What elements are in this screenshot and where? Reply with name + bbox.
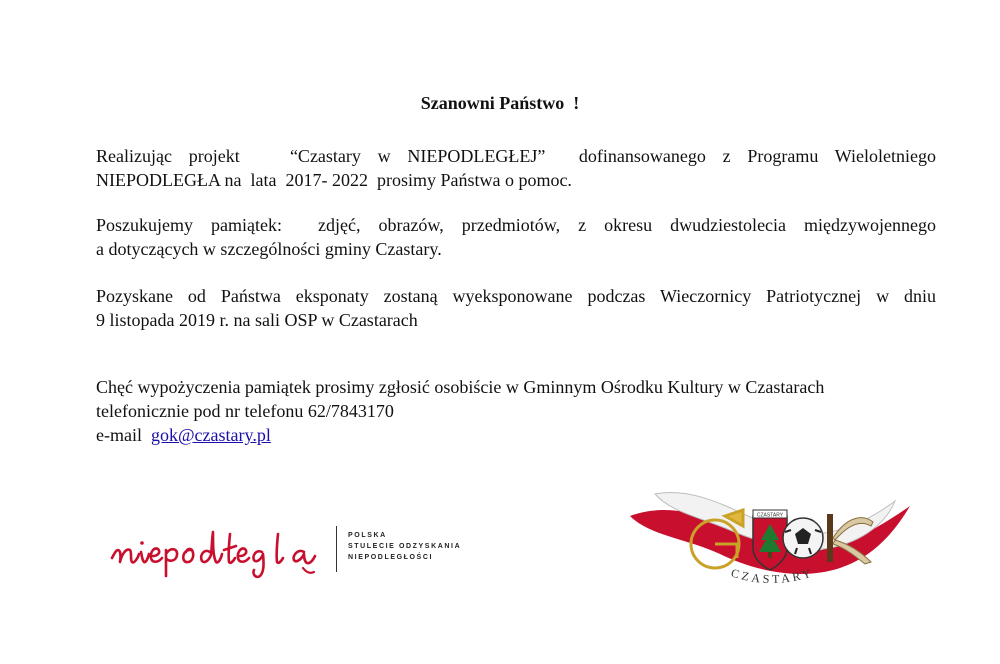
paragraph-search	[96, 213, 936, 261]
coat-of-arms-icon	[753, 510, 787, 570]
paragraph-project	[96, 144, 936, 192]
tagline-line: POLSKA	[348, 532, 387, 539]
paragraph-line: Chęć wypożyczenia pamiątek prosimy zgłosić osobiście w Gminnym Ośrodku Kultury w Czastarach	[96, 377, 825, 397]
paragraph-line: telefonicznie pod nr telefonu 62/7843170	[96, 401, 394, 421]
football-icon	[783, 518, 823, 558]
paragraph-line: Poszukujemy pamiątek: zdjęć, obrazów, przedmiotów, z okresu dwudziestolecia międzywojennego	[96, 215, 936, 235]
paragraph-contact	[96, 375, 936, 447]
email-link[interactable]: gok@czastary.pl	[150, 425, 271, 445]
gok-caption: CZASTARY	[729, 565, 816, 587]
email-label: e-mail	[96, 425, 151, 445]
paragraph-line: Realizując projekt “Czastary w NIEPODLEGŁEJ” dofinansowanego z Programu Wieloletniego	[96, 146, 936, 166]
paragraph-line: 9 listopada 2019 r. na sali OSP w Czastarach	[96, 310, 418, 330]
tagline-line: STULECIE ODZYSKANIA	[348, 543, 462, 550]
letter-title: Szanowni Państwo !	[420, 93, 580, 113]
paragraph-line: Pozyskane od Państwa eksponaty zostaną wyeksponowane podczas Wieczornicy Patriotycznej w dniu	[96, 286, 936, 306]
tagline-line: NIEPODLEGŁOŚCI	[348, 554, 434, 561]
svg-text:CZASTARY: CZASTARY	[756, 512, 784, 519]
paragraph-exhibits	[96, 284, 936, 332]
logo-divider	[336, 526, 337, 572]
gok-czastary-logo	[625, 486, 915, 596]
paragraph-line: NIEPODLEGŁA na lata 2017- 2022 prosimy Państwa o pomoc.	[96, 170, 572, 190]
paragraph-line: a dotyczących w szczególności gminy Czastary.	[96, 239, 442, 259]
niepodlegla-logo	[108, 512, 488, 592]
niepodlegla-tagline	[348, 530, 461, 563]
email-line	[96, 423, 936, 447]
niepodlegla-wordmark-icon	[108, 512, 333, 582]
